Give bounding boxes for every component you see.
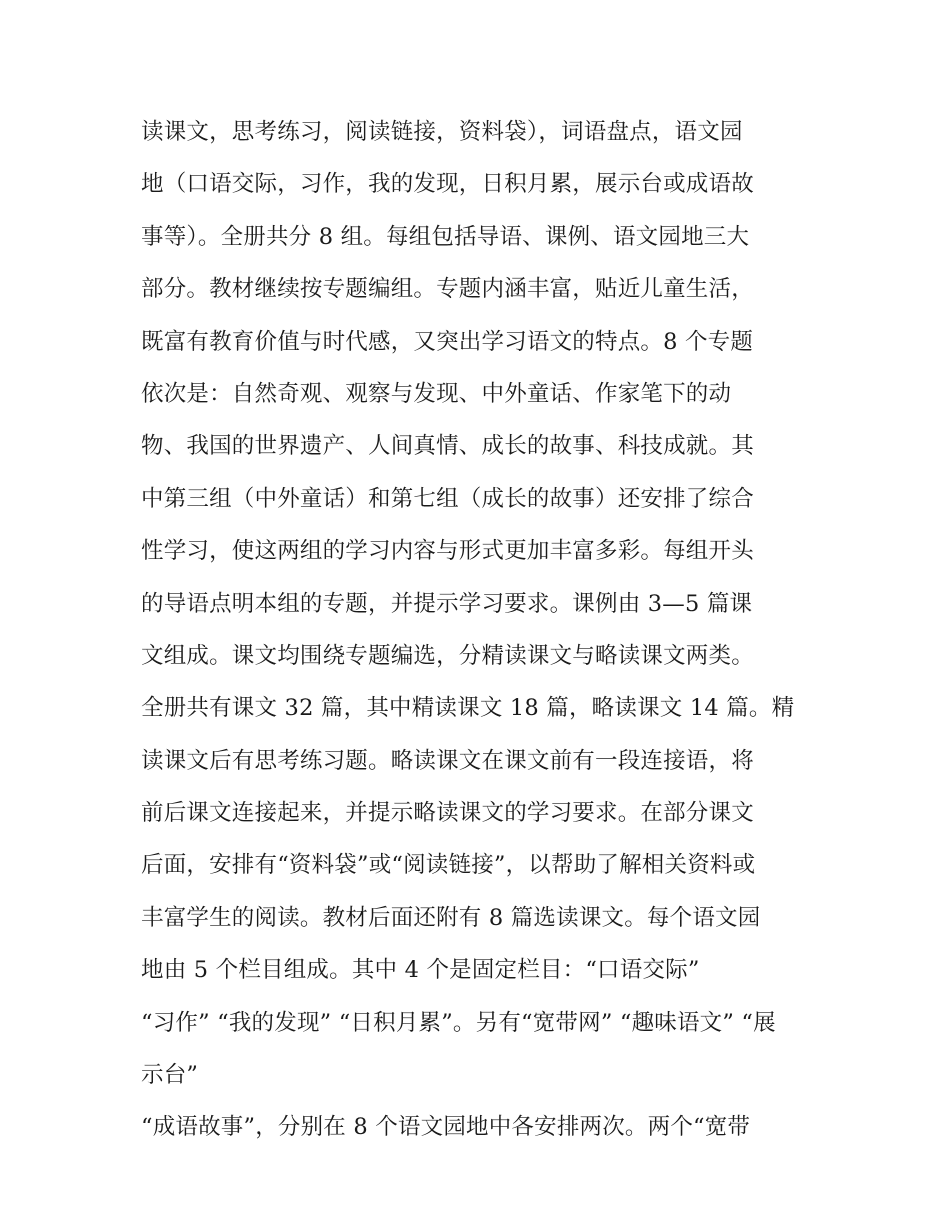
- text-line: 的导语点明本组的专题，并提示学习要求。课例由 3—5 篇课: [141, 590, 753, 617]
- text-line: 性学习，使这两组的学习内容与形式更加丰富多彩。每组开头: [141, 538, 754, 565]
- text-line: 后面，安排有“资料袋”或“阅读链接”，以帮助了解相关资料或: [141, 852, 756, 879]
- text-line: 部分。教材继续按专题编组。专题内涵丰富，贴近儿童生活，: [141, 276, 754, 303]
- body-text: [141, 106, 821, 1154]
- text-line: 物、我国的世界遗产、人间真情、成长的故事、科技成就。其: [141, 433, 754, 460]
- text-line: 全册共有课文 32 篇，其中精读课文 18 篇，略读课文 14 篇。精: [141, 695, 795, 722]
- text-line: “习作” “我的发现” “日积月累”。另有“宽带网” “趣味语文” “展: [141, 1009, 776, 1036]
- text-line: 文组成。课文均围绕专题编选，分精读课文与略读课文两类。: [141, 642, 754, 669]
- text-line: 丰富学生的阅读。教材后面还附有 8 篇选读课文。每个语文园: [141, 904, 761, 931]
- text-line: 依次是：自然奇观、观察与发现、中外童话、作家笔下的动: [141, 380, 732, 407]
- text-line: 读课文，思考练习，阅读链接，资料袋），词语盘点，语文园: [141, 119, 743, 145]
- text-line: 示台”: [141, 1062, 199, 1089]
- text-line: 既富有教育价值与时代感，又突出学习语文的特点。8 个专题: [141, 328, 754, 355]
- text-line: 地由 5 个栏目组成。其中 4 个是固定栏目：“口语交际”: [141, 957, 700, 984]
- text-line: 读课文后有思考练习题。略读课文在课文前有一段连接语，将: [141, 747, 754, 774]
- text-line: “成语故事”，分别在 8 个语文园地中各安排两次。两个“宽带: [141, 1114, 751, 1141]
- text-line: 中第三组（中外童话）和第七组（成长的故事）还安排了综合: [141, 485, 754, 512]
- text-line: 事等）。全册共分 8 组。每组包括导语、课例、语文园地三大: [141, 223, 750, 250]
- text-line: 前后课文连接起来，并提示略读课文的学习要求。在部分课文: [141, 800, 754, 827]
- text-line: 地（口语交际，习作，我的发现，日积月累，展示台或成语故: [141, 171, 754, 198]
